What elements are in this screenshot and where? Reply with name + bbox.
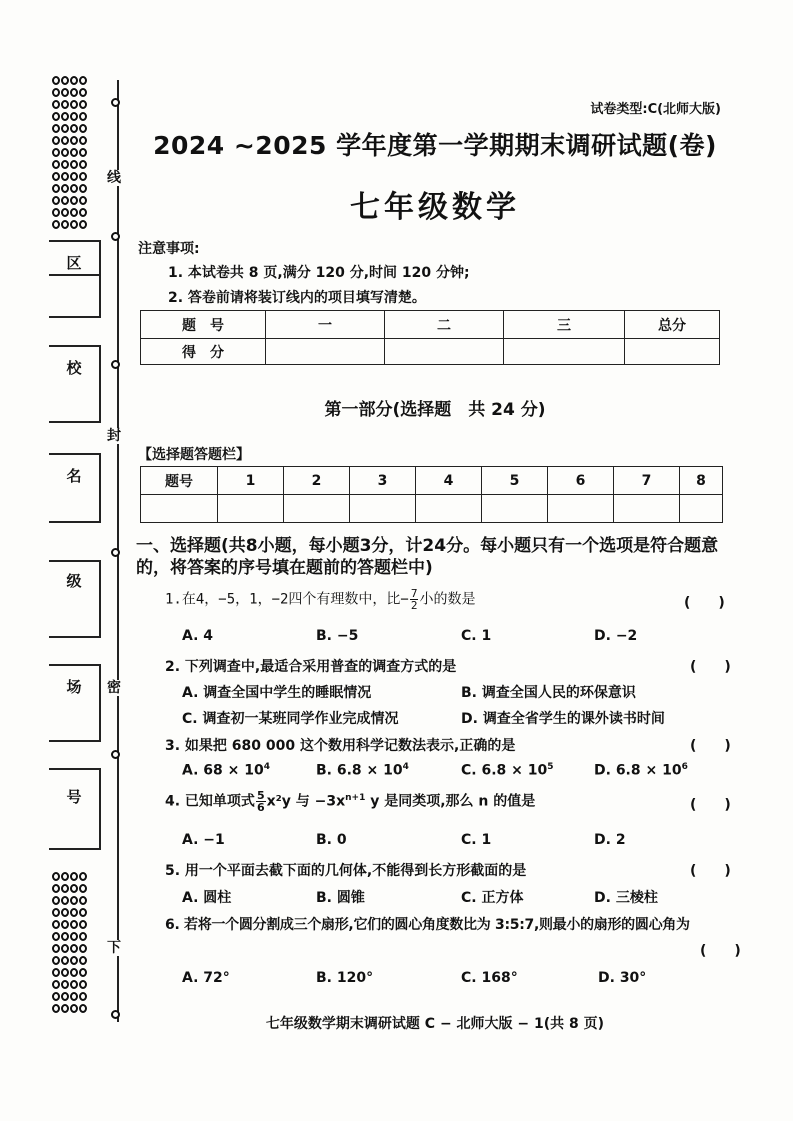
binding-field-number[interactable] <box>49 768 101 850</box>
answer-paren[interactable]: ( ) <box>690 797 731 813</box>
score-table-header: 总分 <box>625 311 720 339</box>
option-b: B. 调查全国人民的环保意识 <box>461 685 636 701</box>
answer-table-header: 1 <box>218 467 284 495</box>
option-a: A. 72° <box>182 970 230 986</box>
binding-field-room[interactable] <box>49 664 101 742</box>
score-table-header: 题 号 <box>141 311 266 339</box>
question-2-stem: 2. 下列调查中,最适合采用普查的调查方式的是 <box>165 659 457 675</box>
notice-item: 2. 答卷前请将装订线内的项目填写清楚。 <box>168 290 426 306</box>
binding-field-label: 号 <box>66 788 82 806</box>
score-table <box>140 310 720 365</box>
option-b: B. $6.8 \times 10^4$ <box>316 762 409 779</box>
score-cell[interactable] <box>385 339 504 365</box>
binding-field-label: 校 <box>66 359 82 377</box>
answer-cell[interactable] <box>614 495 680 523</box>
option-d: D. 2 <box>594 832 626 848</box>
section-heading: 一、选择题(共8小题，每小题3分，计24分。每小题只有一个选项是符合题意的，将答案的序号填在题前的答题栏中) <box>136 536 719 578</box>
option-c: C. $6.8 \times 10^5$ <box>461 762 554 779</box>
fraction: $\frac{5}{6}$ <box>256 789 265 814</box>
question-1-stem <box>165 588 475 611</box>
answer-table-header: 6 <box>548 467 614 495</box>
score-table-header: 二 <box>385 311 504 339</box>
q-text: 小的数是 <box>419 591 476 608</box>
binding-dot <box>111 232 120 241</box>
binding-dot <box>111 750 120 759</box>
binding-dot <box>111 360 120 369</box>
binding-char-mi: 密 <box>107 680 121 696</box>
answer-table-header: 8 <box>680 467 723 495</box>
answer-paren[interactable]: ( ) <box>690 659 731 675</box>
answer-cell[interactable] <box>141 495 218 523</box>
binding-field-label: 级 <box>66 572 82 590</box>
page-title: 2024 ~2025 学年度第一学期期末调研试题(卷) <box>153 131 717 160</box>
binding-dot <box>111 1010 120 1019</box>
option-c: C. 168° <box>461 970 518 986</box>
option-a: A. 圆柱 <box>182 890 232 906</box>
option-d: D. 调查全省学生的课外读书时间 <box>461 711 665 727</box>
option-c: C. 1 <box>461 628 492 644</box>
score-cell[interactable] <box>504 339 625 365</box>
binding-char-xian: 线 <box>107 170 121 186</box>
answer-paren[interactable]: ( ) <box>684 595 725 611</box>
score-row-label: 得 分 <box>141 339 266 365</box>
option-d: D. 30° <box>598 970 647 986</box>
option-a: A. −1 <box>182 832 225 848</box>
score-table-header: 三 <box>504 311 625 339</box>
answer-table-header: 题号 <box>141 467 218 495</box>
binding-dot <box>111 548 120 557</box>
binding-field-label: 区 <box>66 254 82 272</box>
binding-char-feng: 封 <box>107 428 121 444</box>
subject-title: 七年级数学 <box>350 190 520 225</box>
option-d: D. 三棱柱 <box>594 890 658 906</box>
binding-field-label: 名 <box>66 467 82 485</box>
answer-cell[interactable] <box>680 495 723 523</box>
answer-table-header: 3 <box>350 467 416 495</box>
answer-table-header: 4 <box>416 467 482 495</box>
binding-field-school[interactable] <box>49 345 101 423</box>
option-a: A. 调查全国中学生的睡眠情况 <box>182 685 372 701</box>
binding-field-class[interactable] <box>49 560 101 638</box>
question-6-stem: 6. 若将一个圆分割成三个扇形,它们的圆心角度数比为 3:5:7,则最小的扇形的圆心角为 <box>165 917 690 933</box>
option-b: B. 0 <box>316 832 347 848</box>
option-a: A. 4 <box>182 628 214 644</box>
question-5-stem: 5. 用一个平面去截下面的几何体,不能得到长方形截面的是 <box>165 863 527 879</box>
answer-table-header: 7 <box>614 467 680 495</box>
option-d: D. −2 <box>594 628 638 644</box>
binding-holes-top <box>52 76 92 236</box>
binding-field-label: 场 <box>66 678 82 696</box>
option-c: C. 调查初一某班同学作业完成情况 <box>182 711 399 727</box>
paper-type-label: 试卷类型:C(北师大版) <box>590 102 721 117</box>
score-table-header: 一 <box>266 311 385 339</box>
binding-field-district[interactable] <box>49 240 101 318</box>
fraction: $\frac{7}{2}$ <box>410 587 418 612</box>
answer-paren[interactable]: ( ) <box>700 943 741 959</box>
answer-cell[interactable] <box>350 495 416 523</box>
option-b: B. −5 <box>316 628 359 644</box>
binding-char-xia: 下 <box>107 940 121 956</box>
score-cell[interactable] <box>266 339 385 365</box>
binding-dot <box>111 98 120 107</box>
binding-field-name[interactable] <box>49 453 101 523</box>
answer-paren[interactable]: ( ) <box>690 738 731 754</box>
option-c: C. 1 <box>461 832 492 848</box>
answer-cell[interactable] <box>548 495 614 523</box>
answer-box-label: 【选择题答题栏】 <box>138 447 250 463</box>
q-text: 1.在4，−5，1，−2四个有理数中，比− <box>165 591 409 608</box>
question-4-stem: 4. 已知单项式 $\frac{5}{6}$ x²y 与 $-3x^{n+1}$ y 是同类项,那么 n 的值是 <box>165 789 536 814</box>
notice-item: 1. 本试卷共 8 页,满分 120 分,时间 120 分钟; <box>168 265 470 281</box>
answer-table <box>140 466 723 523</box>
question-3-stem: 3. 如果把 680 000 这个数用科学记数法表示,正确的是 <box>165 738 516 754</box>
notice-heading: 注意事项: <box>138 241 200 257</box>
option-b: B. 圆锥 <box>316 890 365 906</box>
answer-table-header: 5 <box>482 467 548 495</box>
page-footer: 七年级数学期末调研试题 C − 北师大版 − 1(共 8 页) <box>265 1016 605 1032</box>
answer-cell[interactable] <box>482 495 548 523</box>
answer-cell[interactable] <box>218 495 284 523</box>
option-c: C. 正方体 <box>461 890 524 906</box>
binding-holes-bottom <box>52 872 92 1022</box>
score-cell[interactable] <box>625 339 720 365</box>
answer-table-header: 2 <box>284 467 350 495</box>
answer-cell[interactable] <box>284 495 350 523</box>
option-d: D. $6.8 \times 10^6$ <box>594 762 688 779</box>
answer-cell[interactable] <box>416 495 482 523</box>
option-a: A. $68 \times 10^4$ <box>182 762 270 779</box>
answer-paren[interactable]: ( ) <box>690 863 731 879</box>
option-b: B. 120° <box>316 970 374 986</box>
part-title: 第一部分(选择题 共 24 分) <box>324 400 546 420</box>
